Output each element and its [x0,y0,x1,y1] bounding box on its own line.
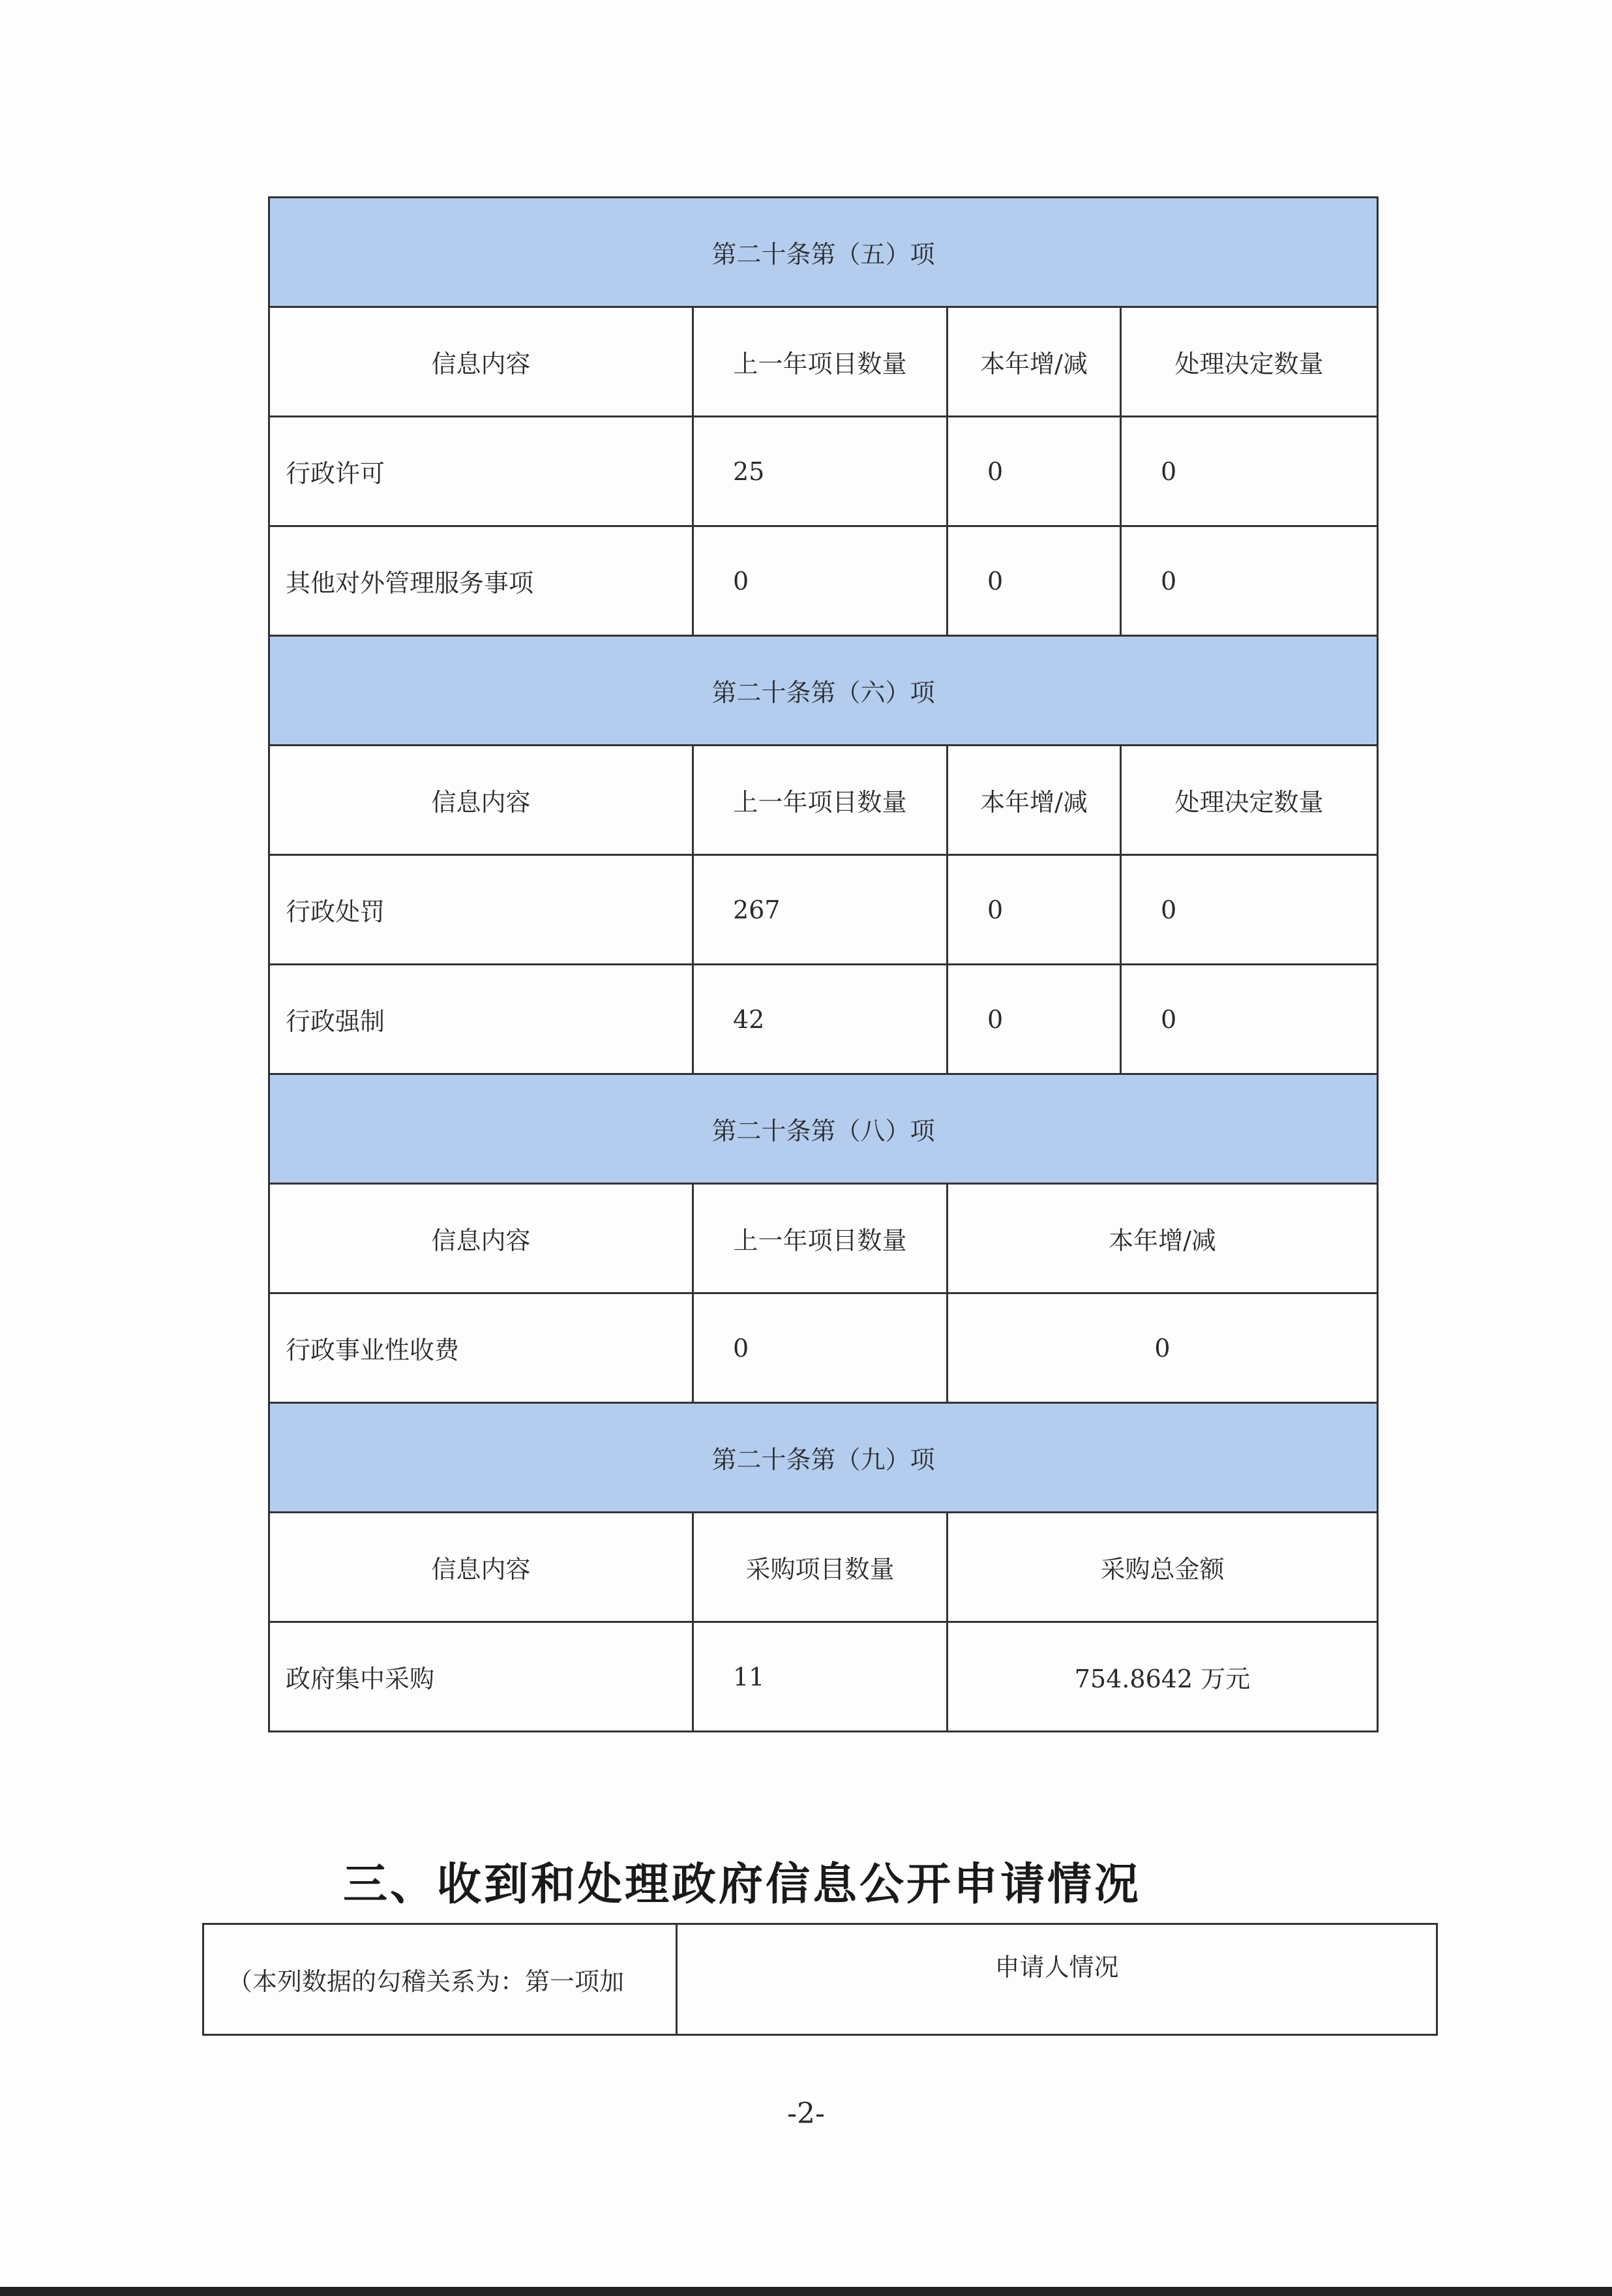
column-header: 信息内容 [269,1184,693,1293]
column-header: 处理决定数量 [1121,307,1378,417]
column-header: 信息内容 [269,1513,693,1622]
table-row [269,965,1378,1074]
column-header: 申请人情况 [677,1924,1437,2035]
application-table [202,1923,1438,2036]
cell-value: 0 [948,1293,1378,1403]
cell-value: 0 [948,526,1121,636]
section-header-row [269,1403,1378,1513]
cell-value: 0 [1121,526,1378,636]
section-title: 第二十条第（九）项 [269,1403,1378,1513]
section-title: 第二十条第（六）项 [269,636,1378,746]
table-row [269,417,1378,526]
cell-value: 0 [1121,855,1378,965]
column-header: 本年增/减 [948,746,1121,855]
table-row [269,855,1378,965]
cell-value: 0 [948,855,1121,965]
page-number: -2- [787,2097,825,2130]
disclosure-table [268,196,1379,1732]
cell-value: 267 [693,855,948,965]
table-header-row [269,307,1378,417]
cell-value: 0 [948,417,1121,526]
section-header-row [269,198,1378,307]
section-header-row [269,636,1378,746]
scan-edge-divider [0,2287,1612,2296]
section-heading: 三、收到和处理政府信息公开申请情况 [343,1859,1142,1911]
column-header: 信息内容 [269,307,693,417]
column-header: 上一年项目数量 [693,1184,948,1293]
cell-value: 0 [693,1293,948,1403]
table-row [203,1924,1437,2035]
section-title: 第二十条第（八）项 [269,1074,1378,1184]
table-header-row [269,1513,1378,1622]
cell-value: 0 [1121,965,1378,1074]
cell-value: 0 [1121,417,1378,526]
column-header: 本年增/减 [948,307,1121,417]
row-label: 政府集中采购 [269,1622,693,1732]
section-header-row [269,1074,1378,1184]
row-label: 行政处罚 [269,855,693,965]
column-header: 处理决定数量 [1121,746,1378,855]
cell-value: 0 [948,965,1121,1074]
column-header: 本年增/减 [948,1184,1378,1293]
cell-value: 42 [693,965,948,1074]
column-header: 信息内容 [269,746,693,855]
row-label: 行政许可 [269,417,693,526]
row-label: 行政事业性收费 [269,1293,693,1403]
cell-value: 0 [693,526,948,636]
cell-value: 754.8642 万元 [948,1622,1378,1732]
cell-value: 11 [693,1622,948,1732]
column-header: 上一年项目数量 [693,746,948,855]
section-title: 第二十条第（五）项 [269,198,1378,307]
column-header: 采购项目数量 [693,1513,948,1622]
row-label: 行政强制 [269,965,693,1074]
table-row [269,526,1378,636]
table-row [269,1622,1378,1732]
column-header: 采购总金额 [948,1513,1378,1622]
table-header-row [269,1184,1378,1293]
table-header-row [269,746,1378,855]
note-cell: （本列数据的勾稽关系为：第一项加 [203,1924,677,2035]
cell-value: 25 [693,417,948,526]
row-label: 其他对外管理服务事项 [269,526,693,636]
column-header: 上一年项目数量 [693,307,948,417]
table-row [269,1293,1378,1403]
